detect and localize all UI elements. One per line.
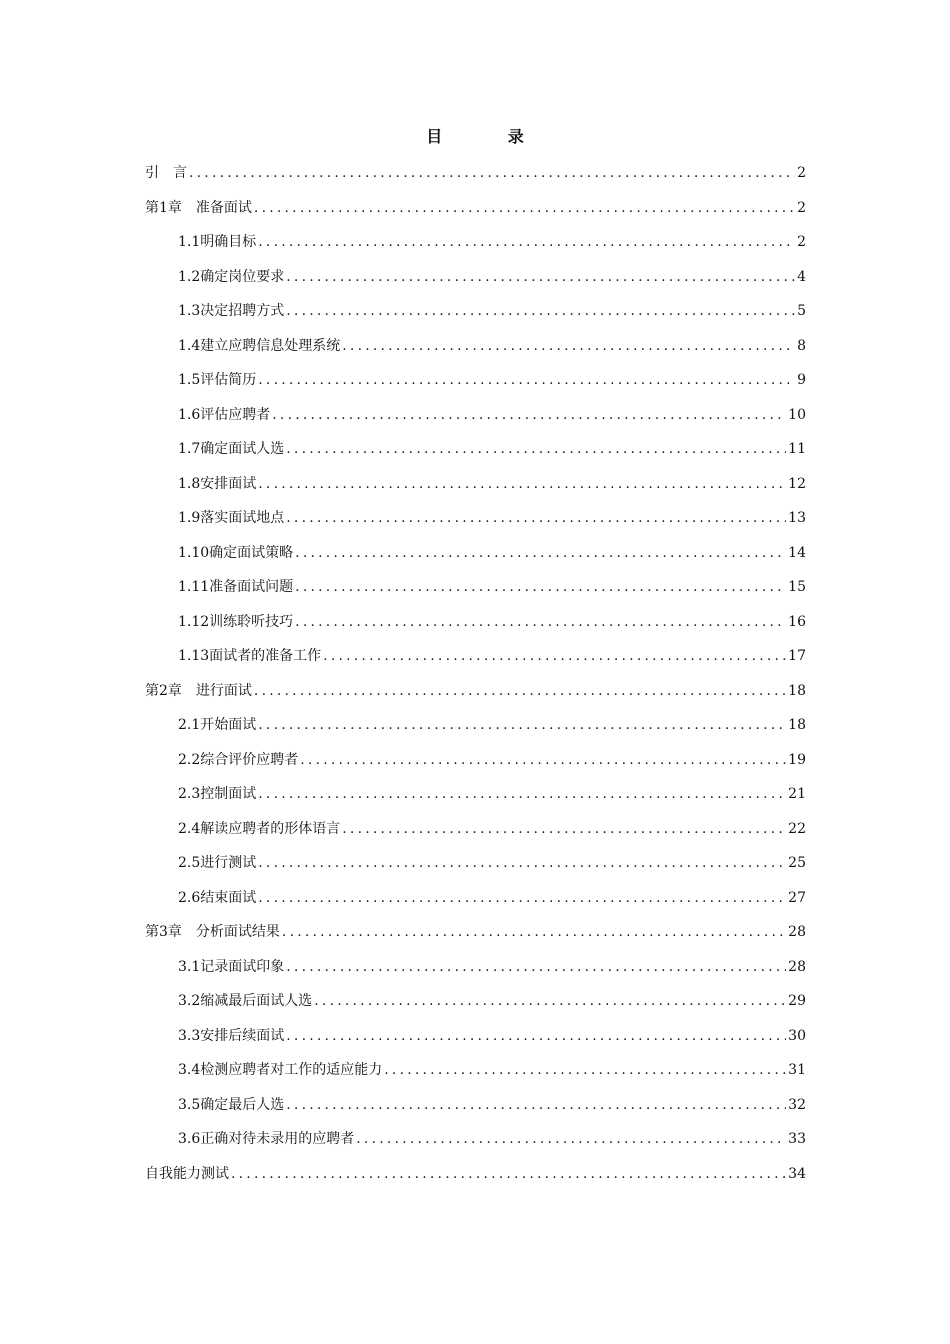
toc-entry-label: 第3章 分析面试结果 (145, 924, 280, 940)
toc-page-number: 2 (797, 199, 806, 216)
toc-page-number: 31 (788, 1062, 806, 1078)
toc-entry-label: 2.6结束面试 (178, 889, 257, 906)
toc-section-entry[interactable] (145, 781, 806, 816)
toc-entry-label: 第1章 准备面试 (145, 199, 252, 216)
toc-section-entry[interactable] (145, 229, 806, 264)
toc-section-entry[interactable] (145, 850, 806, 885)
toc-dot-leader (254, 678, 786, 704)
toc-dot-leader (300, 747, 786, 773)
toc-page-number: 18 (788, 682, 806, 699)
toc-entry-label: 1.8安排面试 (178, 475, 257, 492)
toc-section-entry[interactable] (145, 885, 806, 920)
toc-dot-leader (342, 333, 795, 359)
toc-dot-leader (286, 1023, 786, 1049)
toc-dot-leader (314, 988, 786, 1014)
toc-page-number: 10 (788, 406, 806, 423)
toc-section-entry[interactable] (145, 712, 806, 747)
toc-page-number: 33 (788, 1131, 806, 1147)
toc-dot-leader (286, 264, 795, 290)
toc-entry-label: 3.3安排后续面试 (178, 1027, 285, 1044)
toc-section-entry[interactable] (145, 298, 806, 333)
toc-section-entry[interactable] (145, 540, 806, 575)
toc-entry-label: 3.6正确对待未录用的应聘者 (178, 1131, 355, 1147)
toc-entry-label: 1.7确定面试人选 (178, 441, 285, 457)
toc-page-number: 16 (788, 613, 806, 630)
toc-entry-label: 自我能力测试 (145, 1165, 229, 1182)
toc-dot-leader (189, 160, 795, 186)
toc-entry-label: 1.12训练聆听技巧 (178, 613, 294, 630)
toc-page-number: 28 (788, 958, 806, 975)
toc-page-number: 2 (797, 234, 806, 250)
toc-dot-leader (323, 643, 786, 669)
toc-section-entry[interactable] (145, 816, 806, 851)
toc-page-number: 25 (788, 855, 806, 871)
toc-chapter-entry[interactable] (145, 195, 806, 230)
toc-page-number: 17 (788, 648, 806, 664)
toc-entry-label: 2.5进行测试 (178, 855, 257, 871)
toc-section-entry[interactable] (145, 988, 806, 1023)
toc-page-number: 19 (788, 751, 806, 768)
toc-page-number: 4 (797, 268, 806, 285)
toc-page-number: 12 (788, 475, 806, 492)
toc-dot-leader (282, 919, 786, 945)
toc-dot-leader (286, 505, 786, 531)
toc-section-entry[interactable] (145, 1023, 806, 1058)
toc-page-number: 8 (797, 337, 806, 354)
toc-section-entry[interactable] (145, 1126, 806, 1161)
toc-section-entry[interactable] (145, 574, 806, 609)
toc-page-number: 5 (797, 303, 806, 319)
toc-chapter-entry[interactable] (145, 1161, 806, 1196)
toc-list (145, 160, 806, 1195)
toc-section-entry[interactable] (145, 1057, 806, 1092)
toc-chapter-entry[interactable] (145, 160, 806, 195)
toc-page-number: 13 (788, 510, 806, 526)
toc-dot-leader (295, 609, 786, 635)
toc-chapter-entry[interactable] (145, 678, 806, 713)
toc-page-number: 32 (788, 1096, 806, 1113)
toc-dot-leader (258, 850, 786, 876)
toc-section-entry[interactable] (145, 402, 806, 437)
toc-section-entry[interactable] (145, 505, 806, 540)
toc-entry-label: 3.1记录面试印象 (178, 958, 285, 975)
toc-section-entry[interactable] (145, 954, 806, 989)
toc-dot-leader (384, 1057, 786, 1083)
toc-page-number: 11 (788, 441, 806, 457)
toc-entry-label: 1.4建立应聘信息处理系统 (178, 337, 341, 354)
toc-entry-label: 1.9落实面试地点 (178, 510, 285, 526)
toc-dot-leader (286, 954, 786, 980)
toc-section-entry[interactable] (145, 643, 806, 678)
toc-entry-label: 3.2缩减最后面试人选 (178, 993, 313, 1009)
toc-dot-leader (286, 436, 786, 462)
toc-section-entry[interactable] (145, 1092, 806, 1127)
toc-entry-label: 引 言 (145, 165, 187, 181)
toc-page-number: 14 (788, 544, 806, 561)
toc-title: 目 录 (426, 127, 554, 146)
toc-entry-label: 1.6评估应聘者 (178, 406, 271, 423)
toc-entry-label: 2.2综合评价应聘者 (178, 751, 299, 768)
toc-dot-leader (258, 229, 795, 255)
toc-dot-leader (286, 1092, 786, 1118)
toc-section-entry[interactable] (145, 747, 806, 782)
toc-dot-leader (254, 195, 795, 221)
toc-section-entry[interactable] (145, 609, 806, 644)
toc-dot-leader (272, 402, 786, 428)
toc-dot-leader (356, 1126, 786, 1152)
toc-dot-leader (231, 1161, 786, 1187)
toc-dot-leader (258, 712, 786, 738)
toc-section-entry[interactable] (145, 471, 806, 506)
toc-entry-label: 1.5评估简历 (178, 372, 257, 388)
toc-page-number: 29 (788, 993, 806, 1009)
toc-entry-label: 1.11准备面试问题 (178, 579, 294, 595)
toc-page-number: 30 (788, 1027, 806, 1044)
toc-entry-label: 1.13面试者的准备工作 (178, 648, 322, 664)
toc-page-number: 9 (797, 372, 806, 388)
toc-entry-label: 3.5确定最后人选 (178, 1096, 285, 1113)
toc-page-number: 27 (788, 889, 806, 906)
toc-page-number: 28 (788, 924, 806, 940)
toc-entry-label: 1.2确定岗位要求 (178, 268, 285, 285)
toc-entry-label: 3.4检测应聘者对工作的适应能力 (178, 1062, 383, 1078)
toc-entry-label: 2.1开始面试 (178, 717, 257, 733)
toc-page-number: 18 (788, 717, 806, 733)
toc-dot-leader (258, 885, 786, 911)
toc-entry-label: 1.10确定面试策略 (178, 544, 294, 561)
toc-page-number: 2 (797, 165, 806, 181)
toc-entry-label: 2.4解读应聘者的形体语言 (178, 820, 341, 837)
toc-section-entry[interactable] (145, 264, 806, 299)
toc-entry-label: 2.3控制面试 (178, 786, 257, 802)
toc-page-number: 34 (788, 1165, 806, 1182)
toc-section-entry[interactable] (145, 436, 806, 471)
toc-dot-leader (286, 298, 795, 324)
toc-dot-leader (258, 471, 786, 497)
toc-section-entry[interactable] (145, 367, 806, 402)
toc-dot-leader (258, 367, 795, 393)
toc-entry-label: 第2章 进行面试 (145, 682, 252, 699)
toc-dot-leader (258, 781, 786, 807)
toc-page-number: 21 (788, 786, 806, 802)
toc-entry-label: 1.3决定招聘方式 (178, 303, 285, 319)
toc-chapter-entry[interactable] (145, 919, 806, 954)
toc-section-entry[interactable] (145, 333, 806, 368)
toc-page-number: 15 (788, 579, 806, 595)
toc-dot-leader (342, 816, 786, 842)
toc-dot-leader (295, 574, 786, 600)
toc-entry-label: 1.1明确目标 (178, 234, 257, 250)
toc-page-number: 22 (788, 820, 806, 837)
toc-dot-leader (295, 540, 786, 566)
